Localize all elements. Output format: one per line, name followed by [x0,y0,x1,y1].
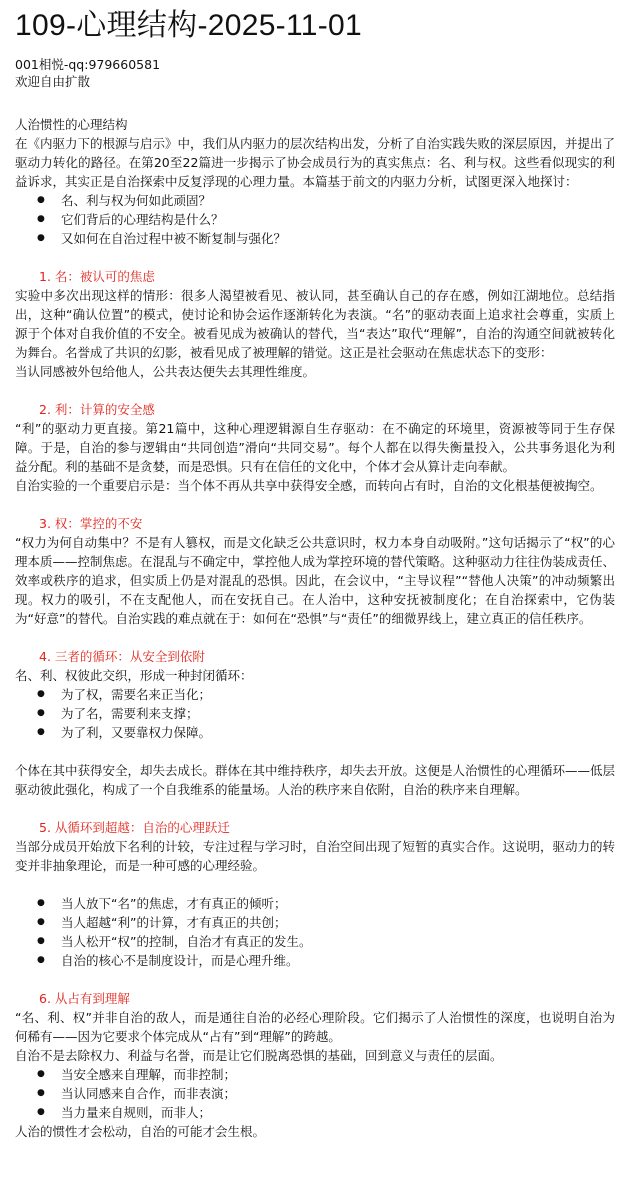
intro-question-list [15,191,615,248]
list-item: ● 自治的核心不是制度设计，而是心理升维。 [15,951,615,970]
list-item: ● 名、利与权为何如此顽固？ [15,191,615,210]
author-line: 001相悦-qq:979660581 [15,57,161,72]
section-paragraph: 实验中多次出现这样的情形：很多人渴望被看见、被认同，甚至确认自己的存在感，例如江湖地位。总结指出，这种“确认位置”的模式，使讨论和协会运作逐渐转化为表演。“名”的驱动表面上追求社会尊重，实质上源于个体对自我价值的不安全。被看见成为被确认的替代，当“表达”取代“理解”，自治的沟通空间就被转化为舞台。名誉成了共识的幻影，被看见成了被理解的错觉。这正是社会驱动在焦虑状态下的变形： [15,288,615,360]
intro-heading: 人治惯性的心理结构 [15,117,128,132]
closing-line: 人治的惯性才会松动，自治的可能才会生根。 [15,1124,266,1139]
section-paragraph: 名、利、权彼此交织，形成一种封闭循环： [15,668,253,683]
section-paragraph: “权力为何自动集中？不是有人篡权，而是文化缺乏公共意识时，权力本身自动吸附。”这句话揭示了“权”的心理本质——控制焦虑。在混乱与不确定中，掌控他人成为掌控环境的替代策略。这种驱动力往往伪装成责任、效率或秩序的追求，但实质上仍是对混乱的恐惧。因此，在会议中，“主导议程”“替他人决策”的冲动频繁出现。权力的吸引，不在支配他人，而在安抚自己。在人治中，这种安抚被制度化；在自治探索中，它伪装为“好意”的替代。自治实践的难点就在于：如何在“恐惧”与“责任”的细微界线上，建立真正的信任秩序。 [15,535,616,626]
list-item: ● 它们背后的心理结构是什么？ [15,210,615,229]
list-item: ● 当认同感来自合作，而非表演； [15,1084,615,1103]
section-paragraph: 当认同感被外包给他人，公共表达便失去其理性维度。 [15,364,316,379]
list-item: ● 当人松开“权”的控制，自治才有真正的发生。 [15,932,615,951]
section-title-6: 6. 从占有到理解 [39,991,130,1006]
section-title-2: 2. 利：计算的安全感 [39,402,155,417]
transcend-list [15,894,615,970]
section-paragraph: 个体在其中获得安全，却失去成长。群体在其中维持秩序，却失去开放。这便是人治惯性的心理循环——低层驱动彼此强化，构成了一个自我维系的能量场。人治的秩序来自依附，自治的秩序来自理解。 [15,763,616,797]
cycle-list [15,685,615,742]
section-title-5: 5. 从循环到超越：自治的心理跃迁 [39,820,230,835]
section-title-3: 3. 权：掌控的不安 [39,516,143,531]
section-paragraph: 当部分成员开始放下名利的计较，专注过程与学习时，自治空间出现了短暂的真实合作。这说明，驱动力的转变并非抽象理论，而是一种可感的心理经验。 [15,839,616,873]
list-item: ● 为了利，又要靠权力保障。 [15,723,615,742]
list-item: ● 又如何在自治过程中被不断复制与强化？ [15,229,615,248]
section-paragraph: “名、利、权”并非自治的敌人，而是通往自治的必经心理阶段。它们揭示了人治惯性的深度，也说明自治为何稀有——因为它要求个体完成从“占有”到“理解”的跨越。 [15,1010,615,1044]
page-title: 109-心理结构-2025-11-01 [15,9,362,42]
section-paragraph: 自治不是去除权力、利益与名誉，而是让它们脱离恐惧的基础，回到意义与责任的层面。 [15,1048,503,1063]
section-title-4: 4. 三者的循环：从安全到依附 [39,649,205,664]
section-title-1: 1. 名：被认可的焦虑 [39,269,155,284]
section-paragraph: “利”的驱动力更直接。第21篇中，这种心理逻辑源自生存驱动：在不确定的环境里，资源被等同于生存保障。于是，自治的参与逻辑由“共同创造”滑向“共同交易”。每个人都在以得失衡量投入，公共事务退化为利益分配。利的基础不是贪婪，而是恐惧。只有在信任的文化中，个体才会从算计走向奉献。 [15,421,615,474]
list-item: ● 当人放下“名”的焦虑，才有真正的倾听； [15,894,615,913]
list-item: ● 当安全感来自理解，而非控制； [15,1065,615,1084]
list-item: ● 为了权，需要名来正当化； [15,685,615,704]
understanding-list [15,1065,615,1122]
list-item: ● 为了名，需要利来支撑； [15,704,615,723]
list-item: ● 当人超越“利”的计算，才有真正的共创； [15,913,615,932]
list-item: ● 当力量来自规则，而非人； [15,1103,615,1122]
intro-paragraph: 在《内驱力下的根源与启示》中，我们从内驱力的层次结构出发，分析了自治实践失败的深层原因，并提出了驱动力转化的路径。在第20至22篇进一步揭示了协会成员行为的真实焦点：名、利与权。这些看似现实的利益诉求，其实正是自治探索中反复浮现的心理力量。本篇基于前文的内驱力分析，试图更深入地探讨： [15,136,616,189]
section-paragraph: 自治实验的一个重要启示是：当个体不再从共享中获得安全感，而转向占有时，自治的文化根基便被掏空。 [15,478,603,493]
share-note: 欢迎自由扩散 [15,74,91,89]
